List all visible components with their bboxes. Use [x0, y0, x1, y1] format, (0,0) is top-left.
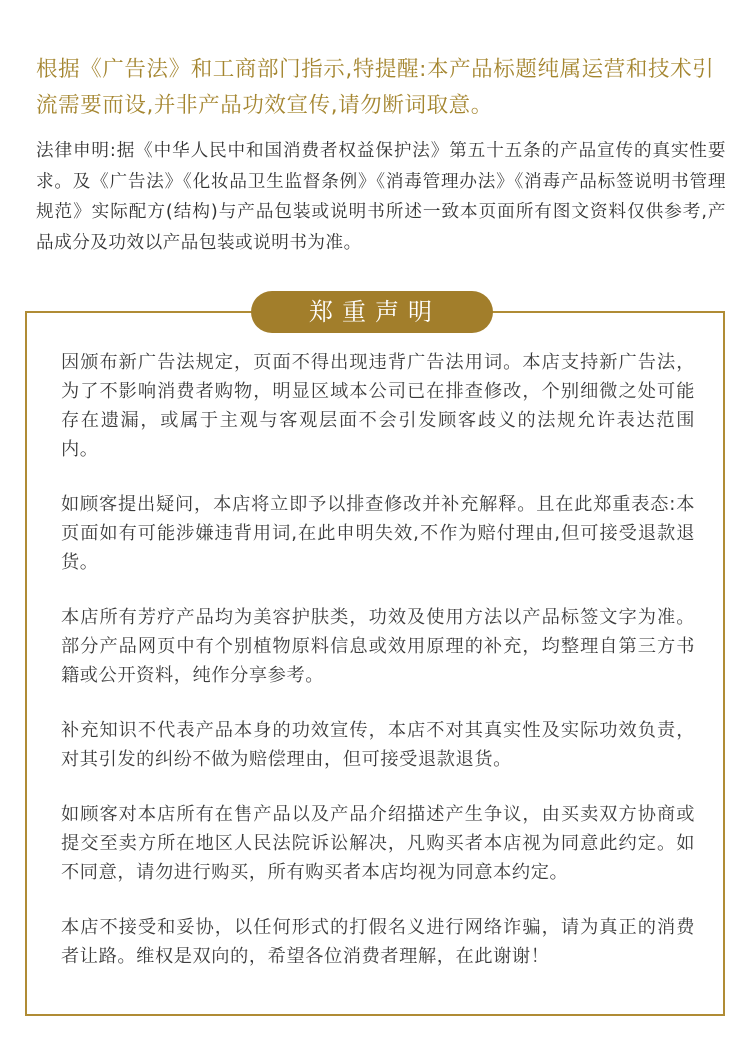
- ad-law-notice: 根据《广告法》和工商部门指示,特提醒:本产品标题纯属运营和技术引流需要而设,并非产品功效宣传,请勿断词取意。: [36, 57, 715, 118]
- declaration-title-badge: 郑重声明: [251, 291, 493, 333]
- declaration-paragraph: 本店不接受和妥协，以任何形式的打假名义进行网络诈骗，请为真正的消费者让路。维权是双向的，希望各位消费者理解，在此谢谢！: [61, 917, 695, 967]
- legal-statement: 法律申明:据《中华人民中和国消费者权益保护法》第五十五条的产品宣传的真实性要求。及《广告法》《化妆品卫生监督条例》《消毒管理办法》《消毒产品标签说明书管理规范》实际配方(结构)与产品包装或说明书所述一致本页面所有图文资料仅供参考,产品成分及功效以产品包装或说明书为准。: [36, 141, 726, 253]
- declaration-paragraph: 如顾客对本店所有在售产品以及产品介绍描述产生争议，由买卖双方协商或提交至卖方所在地区人民法院诉讼解决，凡购买者本店视为同意此约定。如不同意，请勿进行购买，所有购买者本店均视为同意本约定。: [61, 804, 695, 883]
- declaration-paragraph: 如顾客提出疑问，本店将立即予以排查修改并补充解释。且在此郑重表态:本页面如有可能涉嫌违背用词,在此申明失效,不作为赔付理由,但可接受退款退货。: [61, 494, 695, 573]
- declaration-paragraph: 因颁布新广告法规定，页面不得出现违背广告法用词。本店支持新广告法，为了不影响消费者购物，明显区域本公司已在排查修改，个别细微之处可能存在遗漏，或属于主观与客观层面不会引发顾客歧义的法规允许表达范围内。: [61, 352, 695, 460]
- declaration-paragraph: 补充知识不代表产品本身的功效宣传，本店不对其真实性及实际功效负责，对其引发的纠纷不做为赔偿理由，但可接受退款退货。: [61, 720, 695, 770]
- declaration-body: [61, 348, 695, 997]
- declaration-paragraph: 本店所有芳疗产品均为美容护肤类，功效及使用方法以产品标签文字为准。部分产品网页中有个别植物原料信息或效用原理的补充，均整理自第三方书籍或公开资料，纯作分享参考。: [61, 607, 695, 686]
